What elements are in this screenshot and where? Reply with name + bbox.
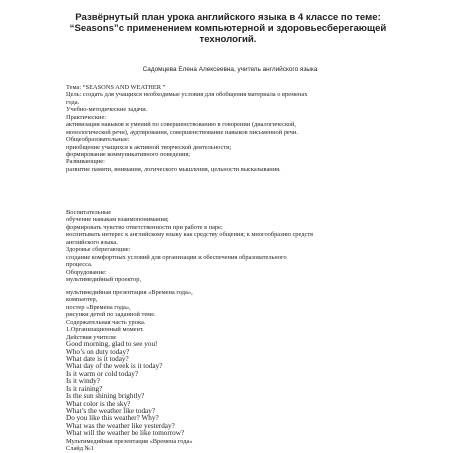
teacher-question: Is it warm or cold today? <box>66 369 139 378</box>
paragraph-line: приобщение учащихся к активной творческой деятельности; <box>66 143 232 151</box>
paragraph-line: Здоровье сберегающие: <box>66 246 131 254</box>
paragraph-line: Слайд №1 <box>66 445 94 453</box>
teacher-question: What day of the week is it today? <box>66 362 163 371</box>
paragraph-line: обучение навыкам взаимопонимания; <box>66 216 169 224</box>
paragraph-line: Развивающие: <box>66 158 105 166</box>
teacher-question: Is it raining? <box>66 384 103 393</box>
paragraph-line: Цель: создать для учащихся необходимые условия для обобщения материала о временах <box>66 91 308 99</box>
paragraph-line: Общеобразовательные: <box>66 136 130 144</box>
teacher-question: Good morning, glad to see you! <box>66 340 158 349</box>
paragraph-line: развитие памяти, внимания, логического мышления, цельности высказывания. <box>66 165 281 173</box>
teacher-question: What date is it today? <box>66 354 129 363</box>
paragraph-line: активизация навыков и умений по совершенствованию в говорении (диалогической, <box>66 121 296 129</box>
paragraph-line: компьютер, <box>66 296 98 304</box>
education-goals-section <box>66 209 396 283</box>
paragraph-line: Учебно-методические задачи. <box>66 106 148 114</box>
teacher-question: Who’s on duty today? <box>66 347 130 356</box>
teacher-question: Do you like this weather? Why? <box>66 414 159 423</box>
teacher-question: What color is the sky? <box>66 399 131 408</box>
paragraph-line: года. <box>66 98 80 106</box>
paragraph-line: формировать чувство ответственности при работе в паре; <box>66 223 223 231</box>
paragraph-line: создание комфортных условий для организации и обеспечения образовательного <box>66 253 287 261</box>
paragraph-line: формирование коммуникативного поведения; <box>66 150 191 158</box>
paragraph-line: Содержательная часть урока. <box>66 318 146 326</box>
paragraph-line: постер «Времена года», <box>66 303 131 311</box>
paragraph-line: Тема: “SEASONS AND WEATHER ” <box>66 84 166 91</box>
teacher-question: What’s the weather like today? <box>66 407 156 415</box>
title-line: технологий. <box>199 34 257 45</box>
paragraph-line: Практические: <box>66 113 107 121</box>
paragraph-line: 1.Организационный момент. <box>66 326 144 334</box>
paragraph-line: процесса. <box>66 261 93 269</box>
paragraph-line: воспитывать интерес к английскому языку как средству общения; к многообразию средств <box>66 231 314 239</box>
lesson-content-section <box>66 289 396 453</box>
paragraph-line: Действия учителя: <box>66 333 117 341</box>
paragraph-line: Воспитательные <box>66 209 112 216</box>
title-line: “Seasons”с применением компьютерной и здоровьесберегающей <box>69 23 387 34</box>
title-line: Развёрнутый план урока английского языка в 4 классе по теме: <box>75 12 381 23</box>
paragraph-line: Оборудование: <box>66 268 107 276</box>
paragraph-line: рисунки детей по заданной теме. <box>66 311 156 319</box>
document-title <box>48 12 408 45</box>
paragraph-line: монологической речи), аудтирования, совершенствование навыков письменной речи. <box>66 128 298 136</box>
teacher-question: Is the sun shining brightly? <box>66 392 145 401</box>
author-line: Садомцева Елена Алексеевна, учитель английского языка <box>142 66 318 73</box>
paragraph-line: мультимедийный проектор, <box>66 275 142 283</box>
teacher-question: Is it windy? <box>66 377 100 386</box>
paragraph-line: английского языка. <box>66 238 118 246</box>
paragraph-line: Мультимедийная презентация «Времена года» <box>66 437 193 445</box>
lesson-goals-section <box>66 84 396 173</box>
teacher-question: What was the weather like yesterday? <box>66 421 175 430</box>
paragraph-line: мультимедийная презентация «Времена года», <box>66 289 193 296</box>
teacher-question: What will the weather be like tomorrow? <box>66 429 185 438</box>
